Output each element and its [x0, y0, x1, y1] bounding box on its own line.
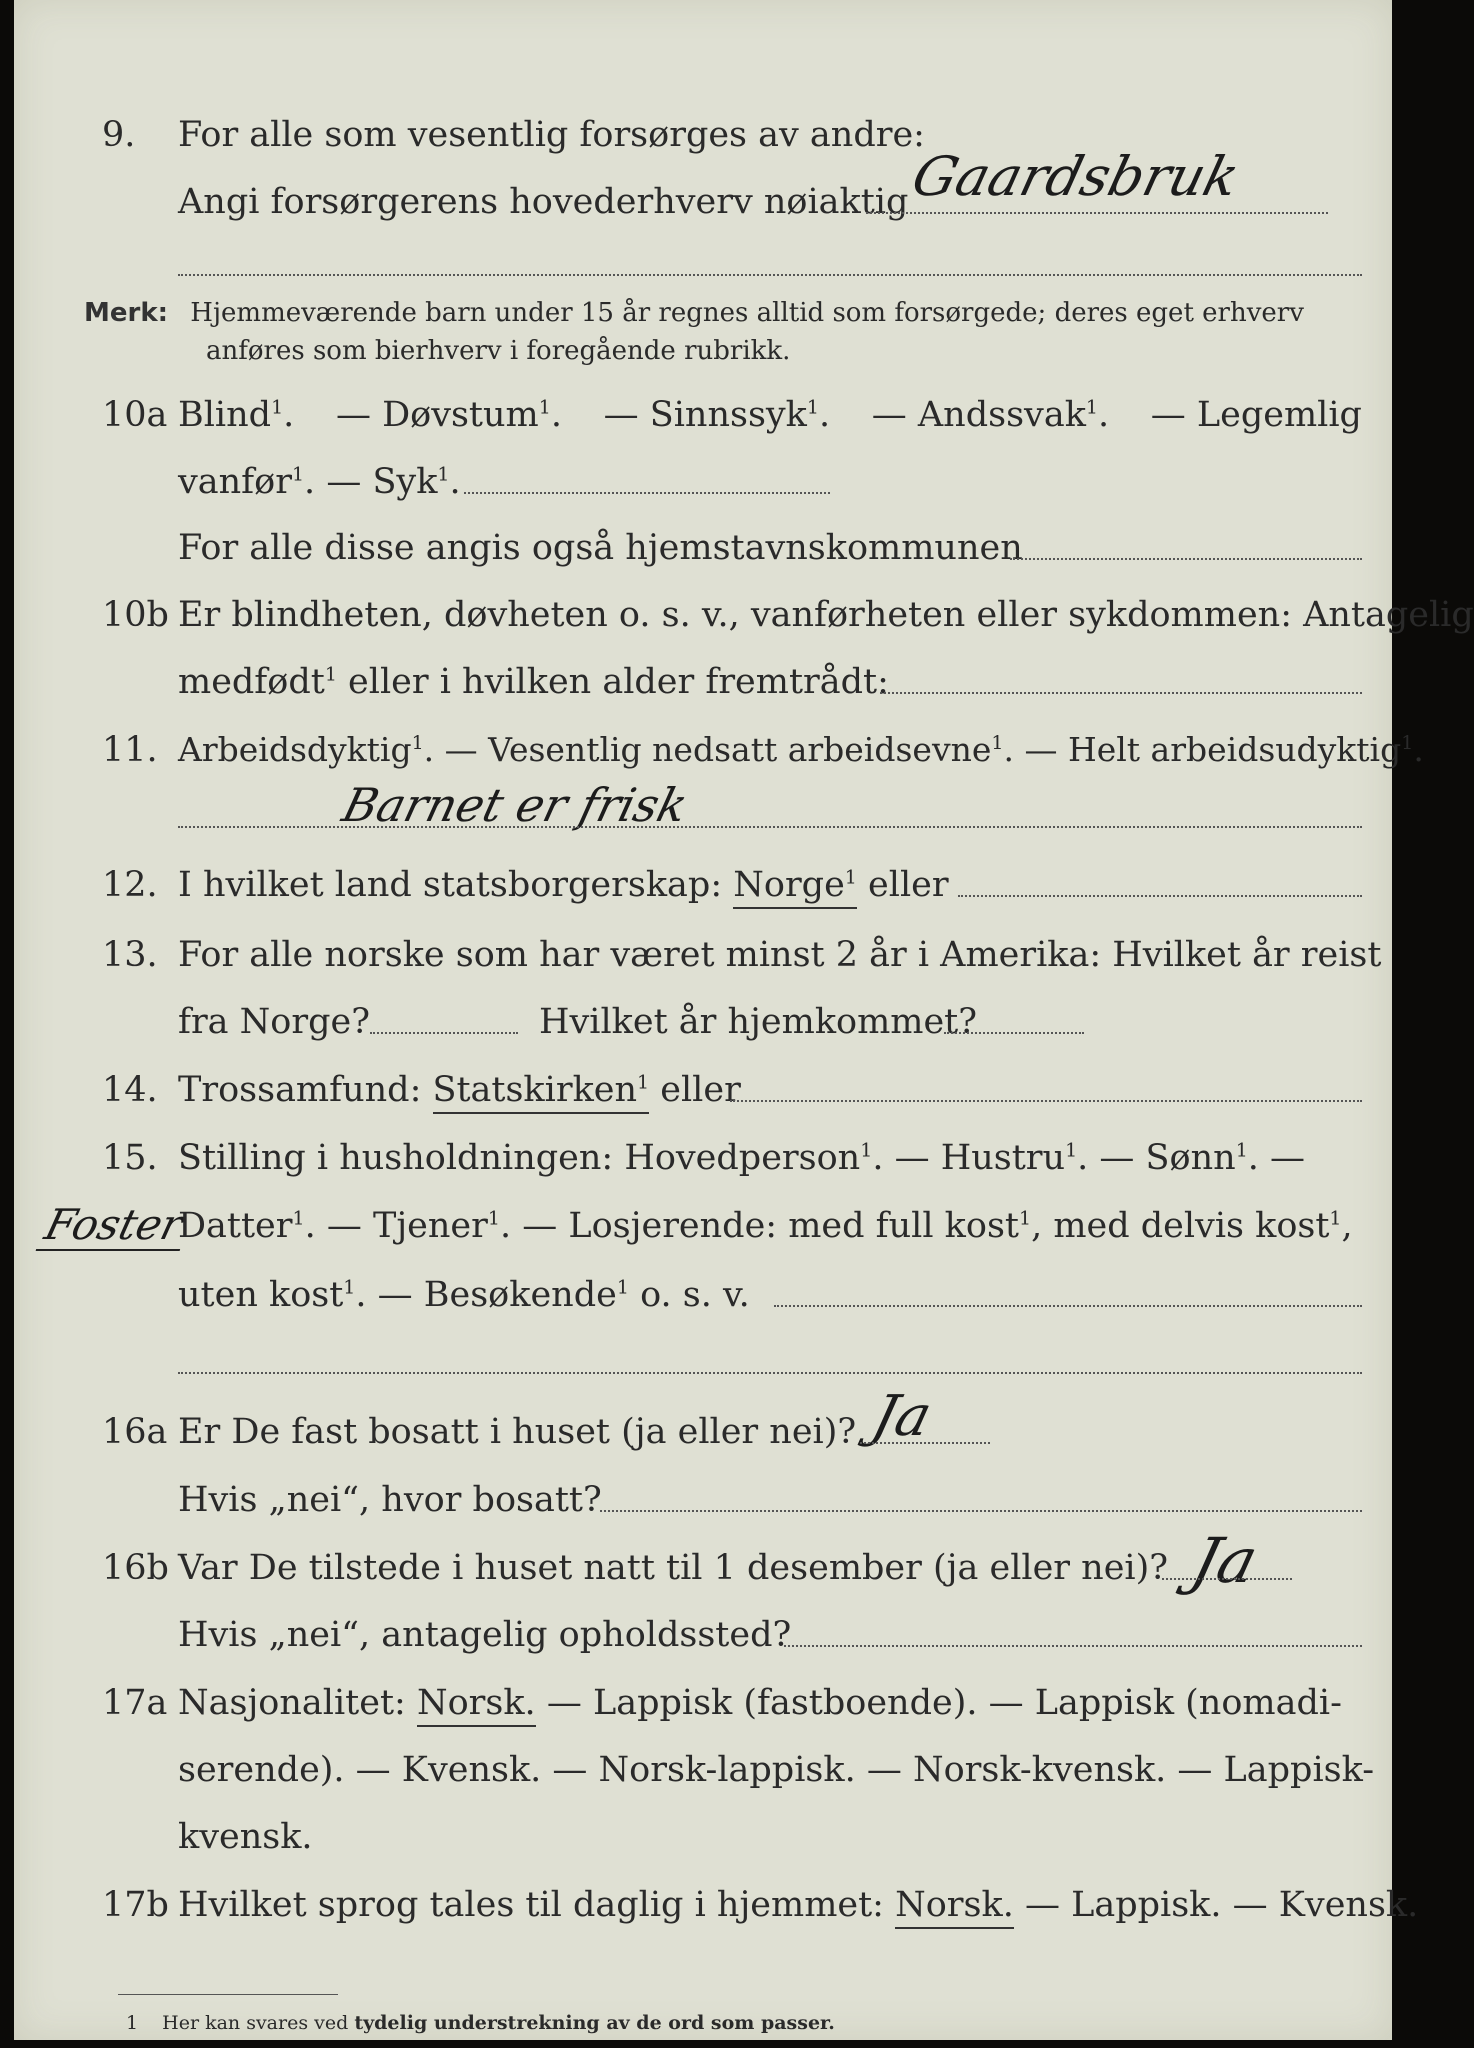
q17a-text-1: Nasjonalitet: Norsk. — Lappisk (fastboende). — Lappisk (nomadi-	[178, 1673, 1342, 1733]
q16a-line1	[14, 1402, 1392, 1462]
q10a-options	[178, 385, 1362, 445]
q15-line3	[14, 1265, 1392, 1325]
q17b-number: 17b	[102, 1885, 169, 1925]
q10b-line1	[14, 585, 1474, 645]
q12-line	[14, 855, 1392, 915]
q17b-norsk-underlined: Norsk.	[895, 1885, 1014, 1929]
q16a-answer-line[interactable]	[860, 1442, 990, 1444]
q10a-line2	[14, 452, 1392, 512]
q10a-text-3: For alle disse angis også hjemstavnskommunen	[178, 528, 1023, 568]
q16a-text-1: Er De fast bosatt i huset (ja eller nei)?	[178, 1412, 857, 1452]
q14-answer-line[interactable]	[730, 1100, 1362, 1102]
q11-handwritten-answer: Barnet er frisk	[337, 778, 693, 832]
q16a-bosatt-line[interactable]	[600, 1510, 1362, 1512]
q13-line1	[14, 925, 1392, 985]
q12-answer-line[interactable]	[958, 895, 1362, 897]
q11-line1	[14, 720, 1424, 780]
q13-text-2a: fra Norge?	[178, 1002, 370, 1042]
footnote	[126, 2012, 835, 2034]
q10a-opt-sinnssyk: — Sinnssyk$^1$.	[603, 395, 831, 435]
q10a-kommune-line[interactable]	[1010, 558, 1362, 560]
q12-text: I hvilket land statsborgerskap: Norge$^1$ eller	[178, 855, 949, 915]
q14-line	[14, 1060, 1392, 1120]
q13-number: 13.	[102, 935, 158, 975]
q10a-opt-andssvak: — Andssvak$^1$.	[871, 395, 1110, 435]
q17a-line3	[14, 1807, 1392, 1867]
q10a-opt-legemlig: — Legemlig	[1150, 395, 1362, 435]
q17a-line2	[14, 1740, 1392, 1800]
q17b-text: Hvilket sprog tales til daglig i hjemmet: Norsk. — Lappisk. — Kvensk.	[178, 1875, 1418, 1935]
q15-margin-note: Foster	[36, 1200, 192, 1251]
q17a-number: 17a	[102, 1683, 168, 1723]
q10b-text-1: Er blindheten, døvheten o. s. v., vanførheten eller sykdommen: Antagelig	[178, 595, 1474, 635]
q10a-opt-blind: Blind$^1$.	[178, 395, 295, 435]
q13-hjemkommet-line[interactable]	[944, 1032, 1084, 1034]
q17a-norsk-underlined: Norsk.	[417, 1683, 536, 1727]
q15-number: 15.	[102, 1138, 158, 1178]
q15-text-2: Datter$^1$. — Tjener$^1$. — Losjerende: med full kost$^1$, med delvis kost$^1$,	[178, 1206, 1353, 1246]
q11-text-1: Arbeidsdyktig$^1$. — Vesentlig nedsatt arbeidsevne$^1$. — Helt arbeidsudyktig$^1$.	[178, 730, 1424, 769]
q16b-line1	[14, 1538, 1392, 1598]
q10b-line2	[14, 652, 1392, 712]
q10b-text-2: medfødt$^1$ eller i hvilken alder fremtrådt:	[178, 662, 889, 702]
q13-line2	[14, 992, 1392, 1052]
q13-text-2b: Hvilket år hjemkommet?	[539, 1002, 978, 1042]
q16a-line2	[14, 1470, 1392, 1530]
q10a-number: 10a	[102, 395, 168, 435]
q12-norge-underlined: Norge$^1$	[733, 865, 857, 909]
footnote-bold-text: tydelig understrekning av de ord som passer.	[354, 2012, 835, 2034]
q15-text-3: uten kost$^1$. — Besøkende$^1$ o. s. v.	[178, 1275, 750, 1315]
q16b-text-1: Var De tilstede i huset natt til 1 desember (ja eller nei)?	[178, 1548, 1169, 1588]
footnote-text: Her kan svares ved	[162, 2012, 349, 2034]
q9-answer-line[interactable]	[866, 212, 1328, 214]
q15-text-1: Stilling i husholdningen: Hovedperson$^1$. — Hustru$^1$. — Sønn$^1$. —	[178, 1138, 1306, 1178]
merk-note-line2	[206, 332, 790, 370]
q15-line2	[14, 1196, 1392, 1256]
footnote-rule	[118, 1994, 338, 1995]
q11-number: 11.	[102, 730, 158, 770]
census-form-page	[14, 0, 1474, 2040]
q15-answer-line[interactable]	[774, 1305, 1362, 1307]
q10b-answer-line[interactable]	[880, 692, 1362, 694]
q14-statskirken-underlined: Statskirken$^1$	[433, 1070, 650, 1114]
q16b-handwritten-answer: Ja	[1184, 1524, 1265, 1597]
q9-extra-line[interactable]	[178, 274, 1362, 276]
q17a-text-2: serende). — Kvensk. — Norsk-lappisk. — Norsk-kvensk. — Lappisk-	[178, 1750, 1375, 1790]
merk-text-2: anføres som bierhverv i foregående rubrikk.	[206, 336, 791, 366]
q14-text: Trossamfund: Statskirken$^1$ eller	[178, 1060, 741, 1120]
q17a-line1	[14, 1673, 1392, 1733]
q16b-number: 16b	[102, 1548, 169, 1588]
q13-reist-line[interactable]	[370, 1032, 518, 1034]
q10a-text-2: vanfør$^1$. — Syk$^1$.	[178, 462, 461, 502]
q16b-text-2: Hvis „nei“, antagelig opholdssted?	[178, 1615, 792, 1655]
q10b-number: 10b	[102, 595, 169, 635]
q15-line1	[14, 1128, 1392, 1188]
q16a-text-2: Hvis „nei“, hvor bosatt?	[178, 1480, 602, 1520]
q12-number: 12.	[102, 865, 158, 905]
q17a-text-3: kvensk.	[178, 1817, 313, 1857]
q10a-line1	[14, 385, 1392, 445]
q16a-handwritten-answer: Ja	[865, 1384, 938, 1449]
q16b-line2	[14, 1605, 1392, 1665]
q9-text-1: For alle som vesentlig forsørges av andre:	[178, 115, 925, 155]
q16a-number: 16a	[102, 1412, 168, 1452]
q10a-opt-dovstum: — Døvstum$^1$.	[335, 395, 562, 435]
q10a-line3	[14, 518, 1392, 578]
q13-text-1: For alle norske som har været minst 2 år i Amerika: Hvilket år reist	[178, 935, 1382, 975]
q17b-line	[14, 1875, 1419, 1935]
q9-number: 9.	[102, 115, 136, 155]
q9-handwritten-answer: Gaardsbruk	[906, 145, 1246, 208]
q10a-syk-line[interactable]	[464, 492, 830, 494]
q9-text-2: Angi forsørgerens hovederhverv nøiaktig	[178, 182, 909, 222]
q16b-answer-line[interactable]	[1162, 1578, 1292, 1580]
q15-extra-line[interactable]	[178, 1372, 1362, 1374]
q16b-opholdssted-line[interactable]	[784, 1645, 1362, 1647]
merk-label: Merk:	[84, 298, 169, 328]
q11-answer-line[interactable]	[178, 826, 1362, 828]
merk-note-line1	[84, 294, 1304, 332]
footnote-mark: 1	[126, 2012, 139, 2034]
q14-number: 14.	[102, 1070, 158, 1110]
merk-text-1: Hjemmeværende barn under 15 år regnes alltid som forsørgede; deres eget erhverv	[190, 298, 1304, 328]
